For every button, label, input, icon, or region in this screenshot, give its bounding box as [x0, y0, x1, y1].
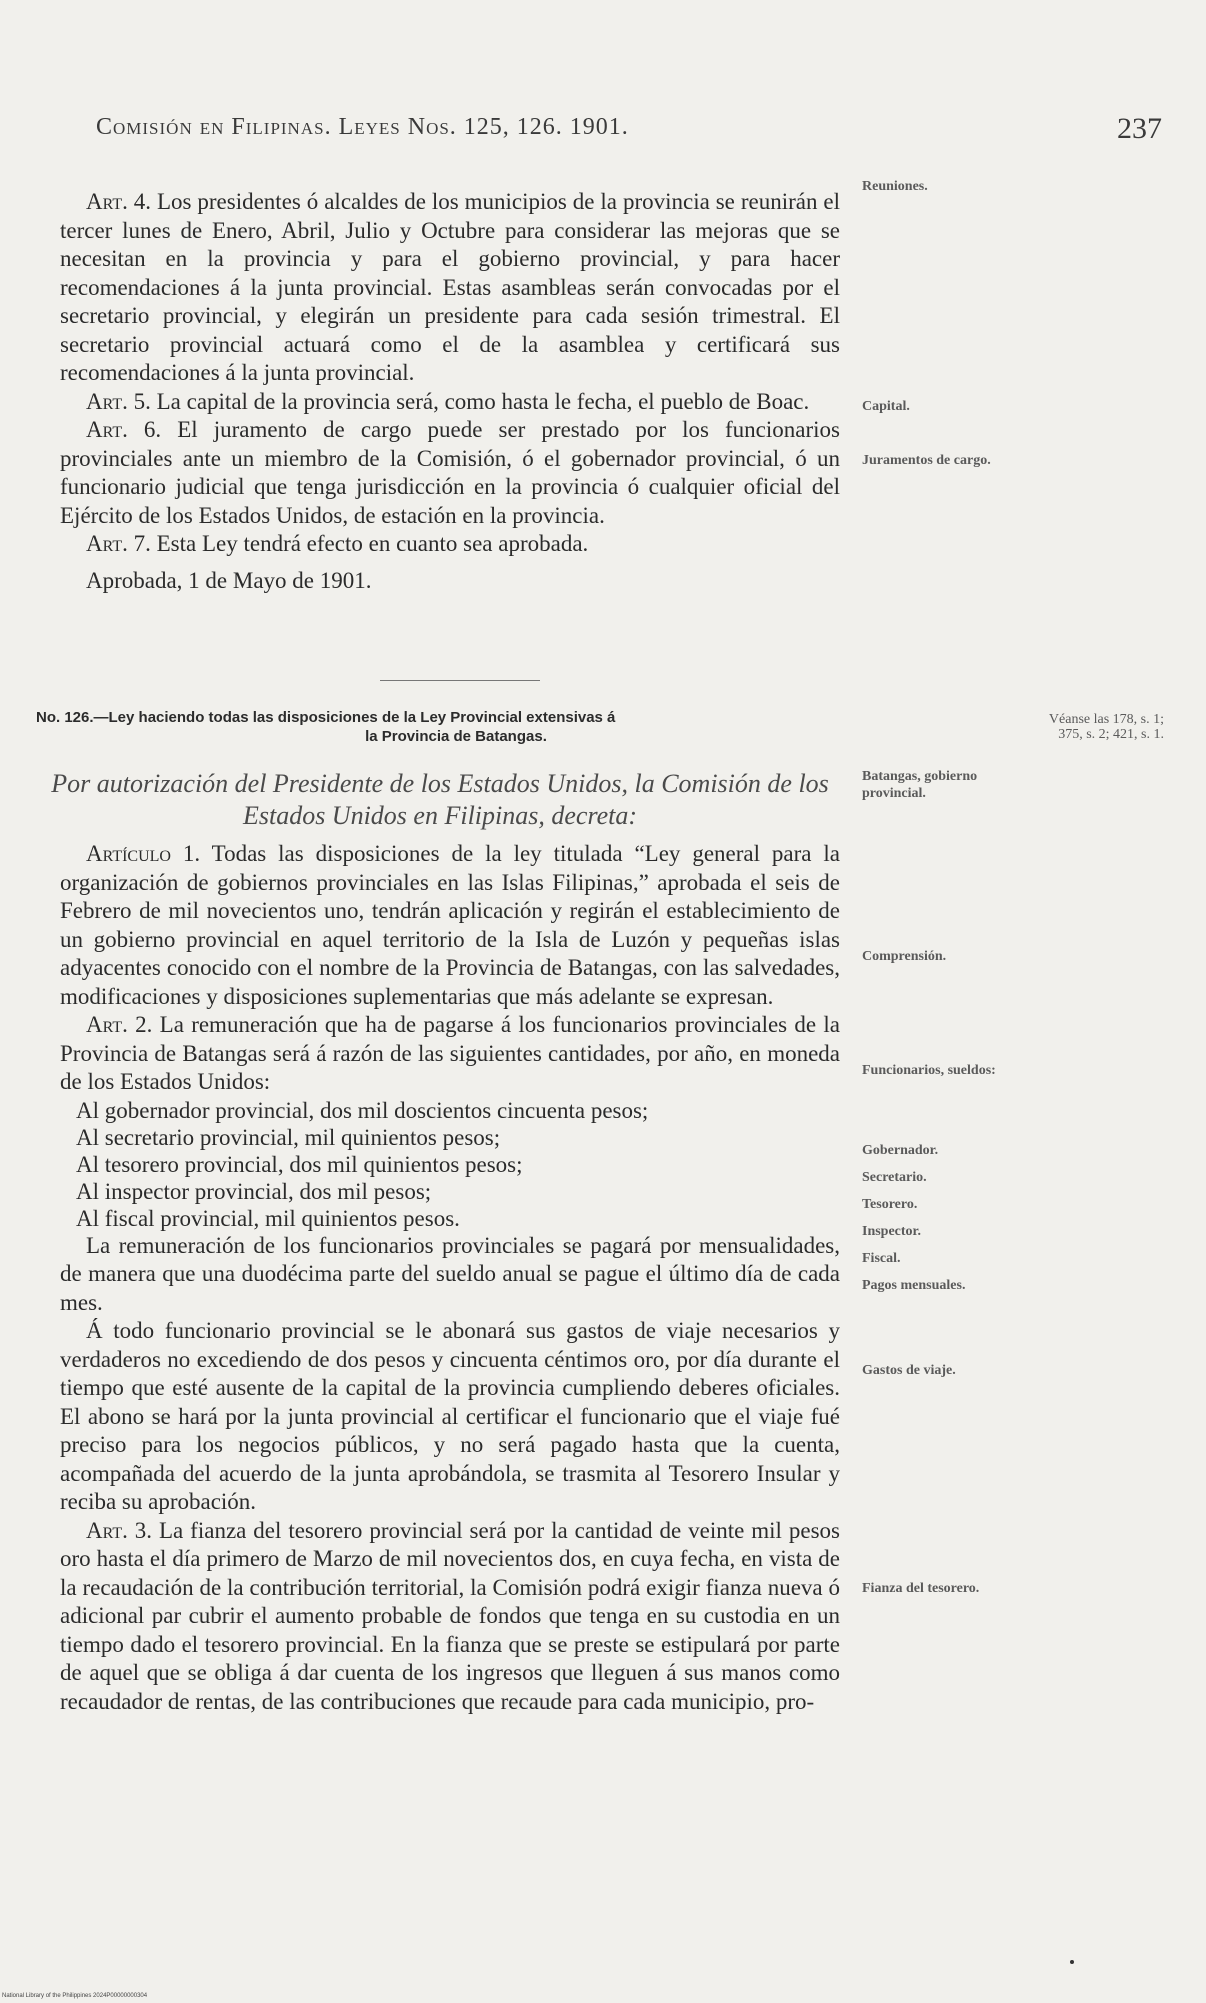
margin-note-secretario: Secretario. — [862, 1170, 927, 1185]
article-7 — [60, 530, 840, 559]
travel-expenses-paragraph: Á todo funcionario provincial se le abonará sus gastos de viaje necesarios y verdaderos no excediendo de dos pesos y cincuenta céntimos oro, por día durante el tiempo que esté ausente de la capital de la provincia cumpliendo deberes oficiales. El abono se hará por la junta provincial al certificar el funcionario que el viaje fué preciso para los negocios públicos, y no será pagado hasta que la cuenta, acompañada del acuerdo de la junta aprobándola, se trasmita al Tesorero Insular y reciba su aprobación. — [60, 1318, 840, 1514]
scan-footer: National Library of the Philippines 2024P00000000304 — [2, 1993, 148, 1999]
article-text: El juramento de cargo puede ser prestado por los funcionarios provinciales ante un miembro de la Comisión, ó el gobernador provincial, ó un funcionario judicial que tenga jurisdicción en la provincia ó cualquier oficial del Ejército de los Estados Unidos, de estación en la provincia. — [60, 417, 840, 528]
law-126-section — [60, 840, 840, 1716]
margin-note-funcionarios: Funcionarios, sueldos: — [862, 1063, 996, 1078]
salary-list — [60, 1097, 840, 1232]
law-header-line1: No. 126.—Ley haciendo todas las disposiciones de la Ley Provincial extensivas á — [36, 709, 616, 726]
margin-note-reuniones: Reuniones. — [862, 179, 928, 194]
article-label: Art. 7. — [86, 531, 151, 556]
article-1 — [60, 840, 840, 1011]
article-text: La remuneración que ha de pagarse á los funcionarios provinciales de la Provincia de Batangas será á razón de las siguientes cantidades, por año, en moneda de los Estados Unidos: — [60, 1012, 840, 1094]
article-text: Todas las disposiciones de la ley titulada “Ley general para la organización de gobiernos provinciales en las Islas Filipinas,” aprobada el seis de Febrero de mil novecientos uno, tendrán aplicación y regirán el establecimiento de un gobierno provincial en aquel territorio de la Isla de Luzón y pequeñas islas adyacentes conocido con el nombre de la Provincia de Batangas, con las salvedades, modificaciones y disposiciones suplementarias que más adelante se expresan. — [60, 841, 840, 1009]
margin-note-juramentos: Juramentos de cargo. — [862, 453, 991, 468]
article-text: La fianza del tesorero provincial será por la cantidad de veinte mil pesos oro hasta el día primero de Marzo de mil novecientos dos, en cuya fecha, en vista de la recaudación de la contribución territorial, la Comisión podrá exigir fianza nueva ó adicional par cubrir el aumento probable de fondos que tenga en su custodia en un tiempo dado el tesorero provincial. En la fianza que se preste se estipulará por parte de aquel que se obliga á dar cuenta de los ingresos que lleguen á sus manos como recaudador de rentas, de las contribuciones que recaude para cada municipio, pro- — [60, 1517, 840, 1714]
law-125-section — [60, 188, 840, 595]
salary-item: Al tesorero provincial, dos mil quinientos pesos; — [76, 1151, 523, 1177]
article-text: La capital de la provincia será, como hasta le fecha, el pueblo de Boac. — [150, 388, 810, 414]
article-text: Los presidentes ó alcaldes de los municipios de la provincia se reunirán el tercer lunes de Enero, Abril, Julio y Octubre para considerar las mejoras que se necesitan en la provincia y para el gobierno provincial, y para hacer recomendaciones á la junta provincial. Estas asambleas serán convocadas por el secretario provincial, y elegirán un presidente para cada sesión trimestral. El secretario provincial actuará como el de la asamblea y certificará sus recomendaciones á la junta provincial. — [60, 189, 840, 385]
margin-note-gastos: Gastos de viaje. — [862, 1363, 956, 1378]
article-label: Art. 5. — [86, 388, 151, 414]
margin-note-comprension: Comprensión. — [862, 949, 947, 964]
enacting-clause: Por autorización del Presidente de los Estados Unidos, la Comisión de los Estados Unidos en Filipinas, decreta: — [51, 769, 829, 830]
article-label: Art. 6. — [86, 417, 162, 442]
margin-note-see-also: Véanse las 178, s. 1; 375, s. 2; 421, s. 1. — [1048, 712, 1164, 742]
salary-item: Al fiscal provincial, mil quinientos pesos. — [76, 1205, 460, 1231]
salary-item: Al inspector provincial, dos mil pesos; — [76, 1178, 432, 1204]
margin-note-pagos: Pagos mensuales. — [862, 1278, 966, 1293]
article-label: Art. 4. — [86, 189, 152, 214]
article-label: Artículo 1. — [86, 841, 201, 866]
monthly-payment-paragraph: La remuneración de los funcionarios provinciales se pagará por mensualidades, de manera que una duodécima parte del sueldo anual se pague el último día de cada mes. — [60, 1232, 840, 1315]
page-number: 237 — [1117, 112, 1162, 145]
margin-note-fiscal: Fiscal. — [862, 1251, 901, 1266]
article-label: Art. 2. — [86, 1012, 153, 1037]
margin-note-fianza: Fianza del tesorero. — [862, 1581, 980, 1596]
ink-speck — [1070, 1960, 1074, 1964]
law-header-line2: la Provincia de Batangas. — [365, 728, 547, 745]
article-2 — [60, 1011, 840, 1097]
salary-item: Al secretario provincial, mil quinientos pesos; — [76, 1124, 501, 1150]
section-divider — [380, 680, 540, 681]
law-126-header — [36, 708, 836, 746]
article-6 — [60, 416, 840, 530]
salary-item: Al gobernador provincial, dos mil doscientos cincuenta pesos; — [76, 1097, 649, 1123]
article-4 — [60, 188, 840, 388]
margin-note-tesorero: Tesorero. — [862, 1197, 918, 1212]
running-head-title: Comisión en Filipinas. Leyes Nos. 125, 126. 1901. — [96, 114, 629, 140]
margin-note-batangas: Batangas, gobierno provincial. — [862, 769, 978, 801]
margin-note-inspector: Inspector. — [862, 1224, 921, 1239]
running-head — [96, 112, 1162, 152]
article-label: Art. 3. — [86, 1517, 153, 1543]
article-text: Esta Ley tendrá efecto en cuanto sea aprobada. — [150, 531, 589, 556]
margin-note-capital: Capital. — [862, 399, 910, 414]
article-5 — [60, 388, 840, 417]
approval-date: Aprobada, 1 de Mayo de 1901. — [86, 567, 372, 593]
margin-note-gobernador: Gobernador. — [862, 1143, 939, 1158]
article-3 — [60, 1517, 840, 1717]
